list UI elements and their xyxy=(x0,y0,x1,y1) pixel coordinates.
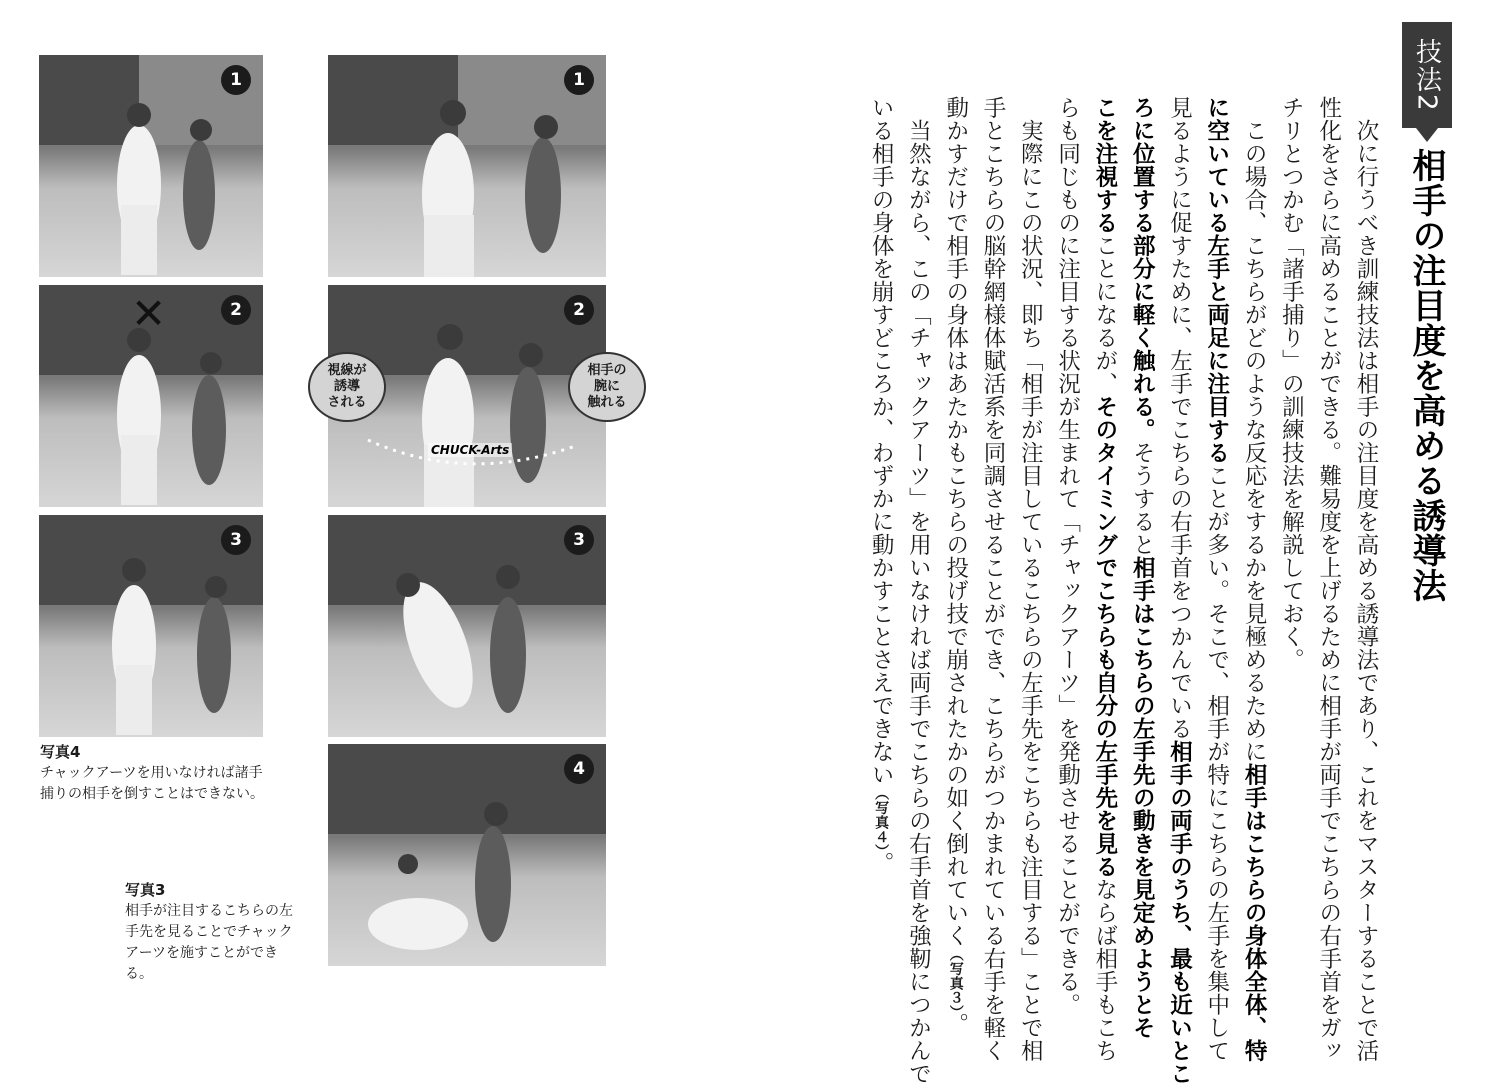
bubble-touch-arm: 相手の 腕に 触れる xyxy=(568,352,646,422)
cross-mark-icon: ✕ xyxy=(131,289,167,338)
body-column xyxy=(1050,96,1086,1016)
emphasis-text: 相手の両手のうち、最も近いとこ xyxy=(1166,740,1193,1085)
body-segment: 当然ながら、この「チャックアーツ」を用いなければ両手でこちらの右手首を強靭につかんで xyxy=(905,96,932,1085)
body-segment: 手とこちらの脳幹網様体賦活系を同調させることができ、こちらがつかまれている右手を軽く xyxy=(980,96,1006,1062)
caption-title: 写真4 xyxy=(40,743,81,761)
photo-left-1 xyxy=(39,55,263,277)
body-segment: 。 xyxy=(868,851,895,875)
body-column xyxy=(1012,96,1048,1062)
body-column xyxy=(863,96,899,875)
emphasis-text: 相手はこちらの身体全体、特 xyxy=(1241,763,1268,1062)
body-column xyxy=(900,96,936,1085)
photo-left-2 xyxy=(39,285,263,507)
photo-right-3 xyxy=(328,515,606,737)
body-column xyxy=(975,96,1011,1062)
body-column xyxy=(938,96,974,1036)
photo-number-badge: 3 xyxy=(221,525,251,555)
photo-number-badge: 4 xyxy=(564,754,594,784)
photo-left-3 xyxy=(39,515,263,737)
emphasis-text: こを注視する xyxy=(1091,96,1118,234)
body-segment: 実際にこの状況、即ち「相手が注目しているこちらの左手先をこちらも注目する」ことで相 xyxy=(1017,96,1044,1062)
body-column xyxy=(1162,96,1198,1085)
photo-number-badge: 3 xyxy=(564,525,594,555)
body-segment: ことになるが、 xyxy=(1091,234,1118,395)
tag-pointer xyxy=(1416,128,1438,142)
emphasis-text: に空いている左手と両足に注目する xyxy=(1203,96,1230,464)
photo-number-badge: 1 xyxy=(221,65,251,95)
body-segment: いる相手の身体を崩すどころか、わずかに動かすことさえできない xyxy=(868,96,895,786)
body-segment: 性化をさらに高めることができる。難易度を上げるために相手が両手でこちらの右手首をガッ xyxy=(1315,96,1342,1062)
page-title: 相手の注目度を高める誘導法 xyxy=(1406,148,1446,603)
photo-number-badge: 1 xyxy=(564,65,594,95)
body-segment: 見るように促すために、左手でこちらの右手首をつかんでいる xyxy=(1166,96,1193,740)
body-segment: この場合、こちらがどのような反応をするかを見極めるために xyxy=(1241,96,1268,763)
photo-right-4 xyxy=(328,744,606,966)
body-segment: チリとつかむ「諸手捕り」の訓練技法を解説しておく。 xyxy=(1278,96,1305,671)
body-column xyxy=(1087,96,1123,1062)
body-column xyxy=(1311,96,1347,1062)
emphasis-text: 相手はこちらの左手先の動きを見定めようとそ xyxy=(1129,556,1156,1039)
emphasis-text: そのタイミングでこちらも自分の左手先を見る xyxy=(1091,395,1118,878)
body-segment: ならば相手もこち xyxy=(1091,878,1118,1062)
body-column xyxy=(1273,96,1309,671)
body-segment: 。 xyxy=(942,1012,969,1036)
body-segment: そうすると xyxy=(1129,441,1156,556)
photo-right-1 xyxy=(328,55,606,277)
technique-tag: 技法2 xyxy=(1402,22,1452,128)
body-column xyxy=(1199,96,1235,1062)
body-column xyxy=(1348,96,1384,1062)
photo-number-badge: 2 xyxy=(221,295,251,325)
body-segment: らも同じものに注目する状況が生まれて「チャックアーツ」を発動させることができる。 xyxy=(1054,96,1081,1016)
body-column xyxy=(1236,96,1272,1062)
caption-text: 相手が注目するこちらの左手先を見ることでチャックアーツを施すことができる。 xyxy=(125,903,293,982)
body-segment: 次に行うべき訓練技法は相手の注目度を高める誘導法であり、これをマスターすることで活 xyxy=(1353,96,1379,1062)
photo-ref: （写真３） xyxy=(947,947,964,1013)
body-segment: 動かすだけで相手の身体はあたかもこちらの投げ技で崩されたかの如く倒れていく xyxy=(942,96,969,947)
body-column xyxy=(1124,96,1160,1039)
body-segment: ことが多い。そこで、相手が特にこちらの左手を集中して xyxy=(1203,464,1230,1062)
caption-title: 写真3 xyxy=(125,881,166,899)
watermark-label: CHUCK-Arts xyxy=(428,443,512,457)
caption-photo4 xyxy=(40,742,272,805)
emphasis-text: ろに位置する部分に軽く触れる。 xyxy=(1129,96,1156,441)
photo-ref: （写真４） xyxy=(873,786,890,852)
caption-text: チャックアーツを用いなければ諸手捕りの相手を倒すことはできない。 xyxy=(40,765,264,802)
bubble-gaze-guided: 視線が 誘導 される xyxy=(308,352,386,422)
caption-photo3 xyxy=(125,880,305,985)
photo-number-badge: 2 xyxy=(564,295,594,325)
